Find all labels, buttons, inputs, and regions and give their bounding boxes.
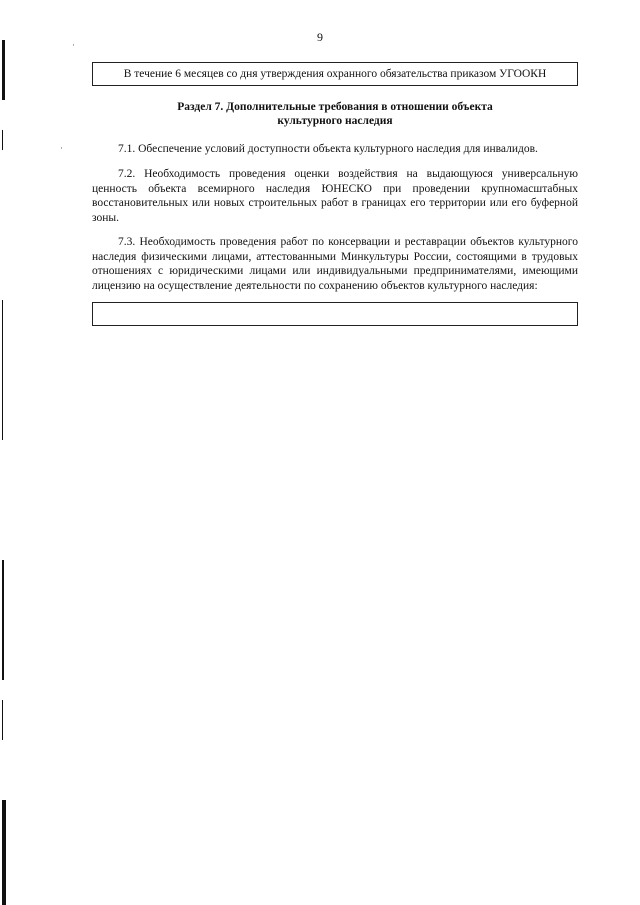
scan-speck: ·: [72, 40, 75, 50]
scan-edge-artifact: [0, 0, 8, 905]
empty-answer-box: [92, 302, 578, 326]
page-number: 9: [317, 30, 323, 44]
deadline-text: В течение 6 месяцев со дня утверждения охранного обязательства приказом УГООКН: [123, 68, 547, 80]
paragraph-7-1: 7.1. Обеспечение условий доступности объекта культурного наследия для инвалидов.: [118, 143, 538, 155]
section-title-line-1: Раздел 7. Дополнительные требования в отношении объекта: [177, 101, 493, 113]
paragraph-7-2: 7.2. Необходимость проведения оценки воздействия на выдающуюся универсальную ценность объекта всемирного наследия ЮНЕСКО при проведении крупномасштабных восстановительных или новых строительных работ в границах его территории или его буферной зоны.: [92, 168, 578, 224]
paragraph-7-3: 7.3. Необходимость проведения работ по консервации и реставрации объектов культурного наследия физическими лицами, аттестованными Минкультуры России, состоящими в трудовых отношениях с юридическими лицами или индивидуальными предпринимателями, имеющими лицензию на осуществление деятельности по сохранению объектов культурного наследия:: [92, 236, 578, 292]
section-title-line-2: культурного наследия: [277, 115, 393, 127]
scan-speck: ·: [60, 143, 63, 153]
section-title: [92, 100, 578, 128]
deadline-box: [92, 62, 578, 86]
